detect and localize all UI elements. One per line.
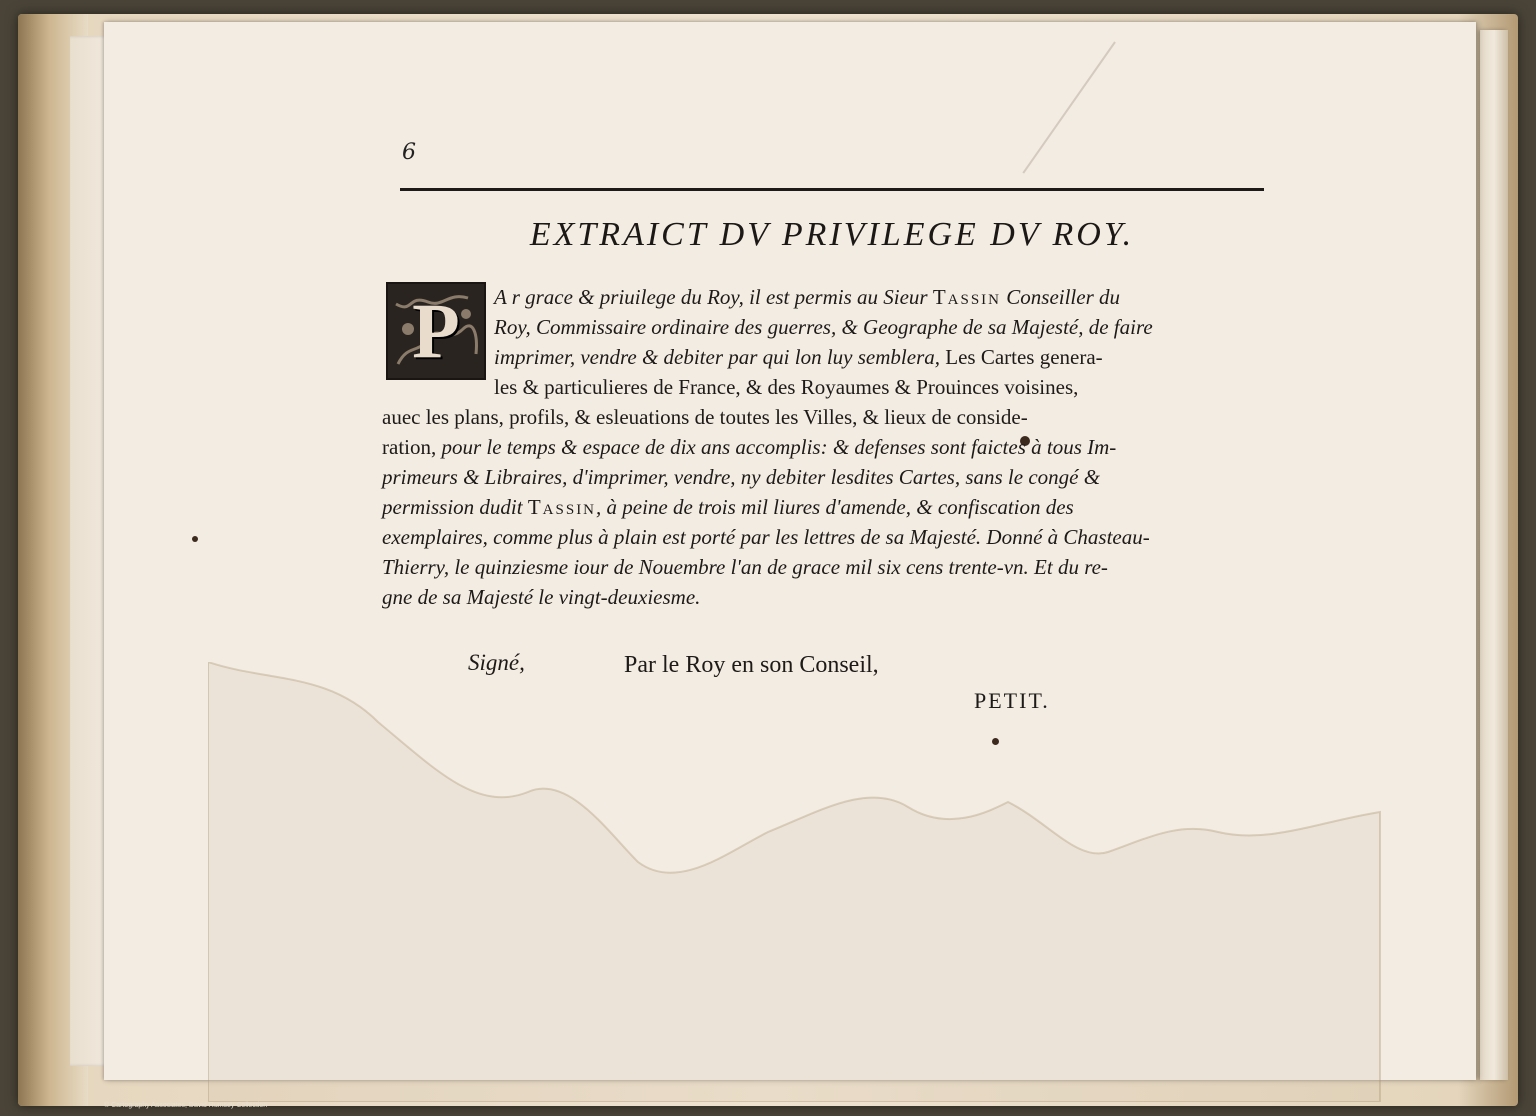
ink-speck [192,536,198,542]
decorated-initial [386,282,486,380]
text-line: Thierry, le quinziesme iour de Nouembre l'an de grace mil six cens trente-vn. Et du re- [382,555,1108,579]
initial-letter: P [412,287,460,374]
signatory-name: PETIT. [974,688,1050,713]
page-number: 6 [402,140,416,165]
header-rule [400,188,1264,191]
text-line: Roy, Commissaire ordinaire des guerres, & Geographe de sa Majesté, de faire [494,315,1153,339]
text-line: auec les plans, profils, & esleuations de toutes les Villes, & lieux de conside- [382,405,1028,429]
text-line: permission dudit Tassin, à peine de trois mil liures d'amende, & confiscation des [382,495,1074,519]
text-line: ration, pour le temps & espace de dix ans accomplis: & defenses sont faictes à tous Im- [382,435,1117,459]
water-stain [208,662,1536,1102]
privilege-text [382,282,1268,612]
text-line: A r grace & priuilege du Roy, il est permis au Sieur Tassin Conseiller du [494,285,1121,309]
text-line: exemplaires, comme plus à plain est porté par les lettres de sa Majesté. Donné à Chasteau- [382,525,1150,549]
page-title: EXTRAICT DV PRIVILEGE DV ROY. [529,216,1135,253]
by-king-line: Par le Roy en son Conseil, [624,652,879,678]
signed-label: Signé, [468,650,525,675]
text-line: gne de sa Majesté le vingt-deuxiesme. [382,585,701,609]
text-line: imprimer, vendre & debiter par qui lon luy semblera, Les Cartes genera- [494,345,1103,369]
text-line: primeurs & Libraires, d'imprimer, vendre, ny debiter lesdites Cartes, sans le congé & [382,465,1101,489]
collection-credit: © Cartography Associates, David Rumsey Collection [104,1102,268,1109]
crease-mark [1022,41,1115,173]
text-line: les & particulieres de France, & des Royaumes & Prouinces voisines, [494,375,1079,399]
ink-speck [992,738,999,745]
